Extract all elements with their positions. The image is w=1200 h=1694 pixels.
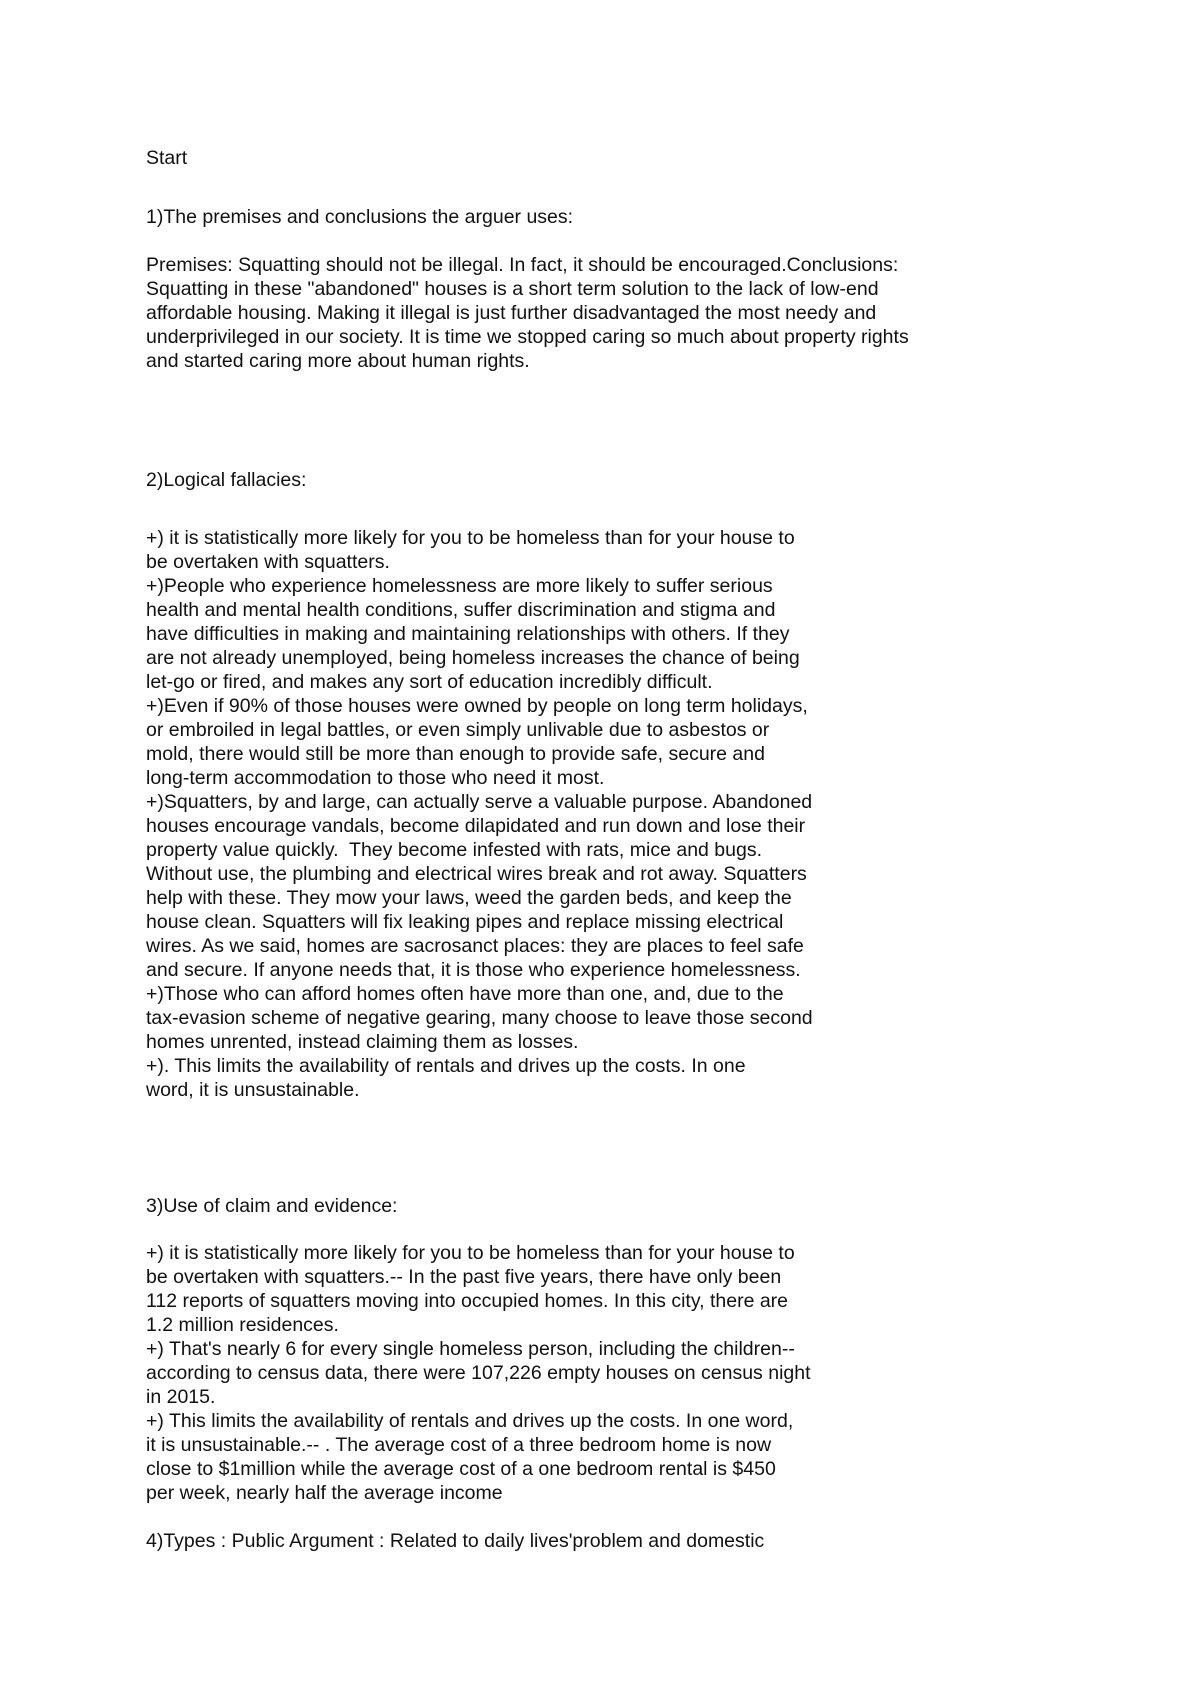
- section-2-line: or embroiled in legal battles, or even simply unlivable due to asbestos or: [146, 719, 770, 741]
- section-2-line: long-term accommodation to those who need it most.: [146, 767, 605, 789]
- section-3-heading: 3)Use of claim and evidence:: [146, 1195, 398, 1217]
- section-4-heading: 4)Types : Public Argument : Related to daily lives'problem and domestic: [146, 1530, 765, 1552]
- section-1-line: affordable housing. Making it illegal is just further disadvantaged the most needy and: [146, 302, 877, 324]
- section-2-heading: 2)Logical fallacies:: [146, 469, 307, 491]
- section-2-line: let-go or fired, and makes any sort of education incredibly difficult.: [146, 671, 713, 693]
- document-title: Start: [146, 147, 188, 169]
- section-2-line: +) it is statistically more likely for you to be homeless than for your house to: [146, 527, 795, 549]
- section-3-line: +) it is statistically more likely for you to be homeless than for your house to: [146, 1242, 795, 1264]
- section-2-line: Without use, the plumbing and electrical wires break and rot away. Squatters: [146, 863, 807, 885]
- section-2-line: be overtaken with squatters.: [146, 551, 390, 573]
- section-1-line: Squatting in these "abandoned" houses is a short term solution to the lack of low-end: [146, 278, 879, 300]
- section-2-line: are not already unemployed, being homeless increases the chance of being: [146, 647, 800, 669]
- section-3-line: +) This limits the availability of rentals and drives up the costs. In one word,: [146, 1410, 794, 1432]
- section-2-line: +)Those who can afford homes often have more than one, and, due to the: [146, 983, 784, 1005]
- section-2-line: help with these. They mow your laws, weed the garden beds, and keep the: [146, 887, 792, 909]
- section-2-line: property value quickly. They become infested with rats, mice and bugs.: [146, 839, 763, 861]
- section-2-line: homes unrented, instead claiming them as losses.: [146, 1031, 579, 1053]
- section-2-line: house clean. Squatters will fix leaking pipes and replace missing electrical: [146, 911, 784, 933]
- section-3-line: +) That's nearly 6 for every single homeless person, including the children--: [146, 1338, 795, 1360]
- section-2-line: have difficulties in making and maintaining relationships with others. If they: [146, 623, 790, 645]
- section-2-line: mold, there would still be more than enough to provide safe, secure and: [146, 743, 765, 765]
- section-3-line: per week, nearly half the average income: [146, 1482, 503, 1504]
- section-2-line: +). This limits the availability of rentals and drives up the costs. In one: [146, 1055, 746, 1077]
- section-3-line: in 2015.: [146, 1386, 216, 1408]
- section-1-line: underprivileged in our society. It is time we stopped caring so much about property rights: [146, 326, 909, 348]
- section-3-line: according to census data, there were 107,226 empty houses on census night: [146, 1362, 811, 1384]
- section-2-line: and secure. If anyone needs that, it is those who experience homelessness.: [146, 959, 801, 981]
- section-2-line: health and mental health conditions, suffer discrimination and stigma and: [146, 599, 776, 621]
- section-1-line: and started caring more about human rights.: [146, 350, 530, 372]
- section-2-line: wires. As we said, homes are sacrosanct places: they are places to feel safe: [146, 935, 804, 957]
- section-2-line: tax-evasion scheme of negative gearing, many choose to leave those second: [146, 1007, 813, 1029]
- section-3-line: be overtaken with squatters.-- In the past five years, there have only been: [146, 1266, 782, 1288]
- section-2-line: +)Squatters, by and large, can actually serve a valuable purpose. Abandoned: [146, 791, 813, 813]
- section-3-line: it is unsustainable.-- . The average cost of a three bedroom home is now: [146, 1434, 772, 1456]
- section-3-line: 1.2 million residences.: [146, 1314, 339, 1336]
- section-2-line: +)People who experience homelessness are more likely to suffer serious: [146, 575, 773, 597]
- section-2-line: houses encourage vandals, become dilapidated and run down and lose their: [146, 815, 806, 837]
- section-3-line: close to $1million while the average cost of a one bedroom rental is $450: [146, 1458, 776, 1480]
- section-2-line: word, it is unsustainable.: [146, 1079, 360, 1101]
- section-1-heading: 1)The premises and conclusions the arguer uses:: [146, 206, 574, 228]
- section-2-line: +)Even if 90% of those houses were owned by people on long term holidays,: [146, 695, 808, 717]
- section-1-line: Premises: Squatting should not be illegal. In fact, it should be encouraged.Conclusions:: [146, 254, 899, 276]
- section-3-line: 112 reports of squatters moving into occupied homes. In this city, there are: [146, 1290, 789, 1312]
